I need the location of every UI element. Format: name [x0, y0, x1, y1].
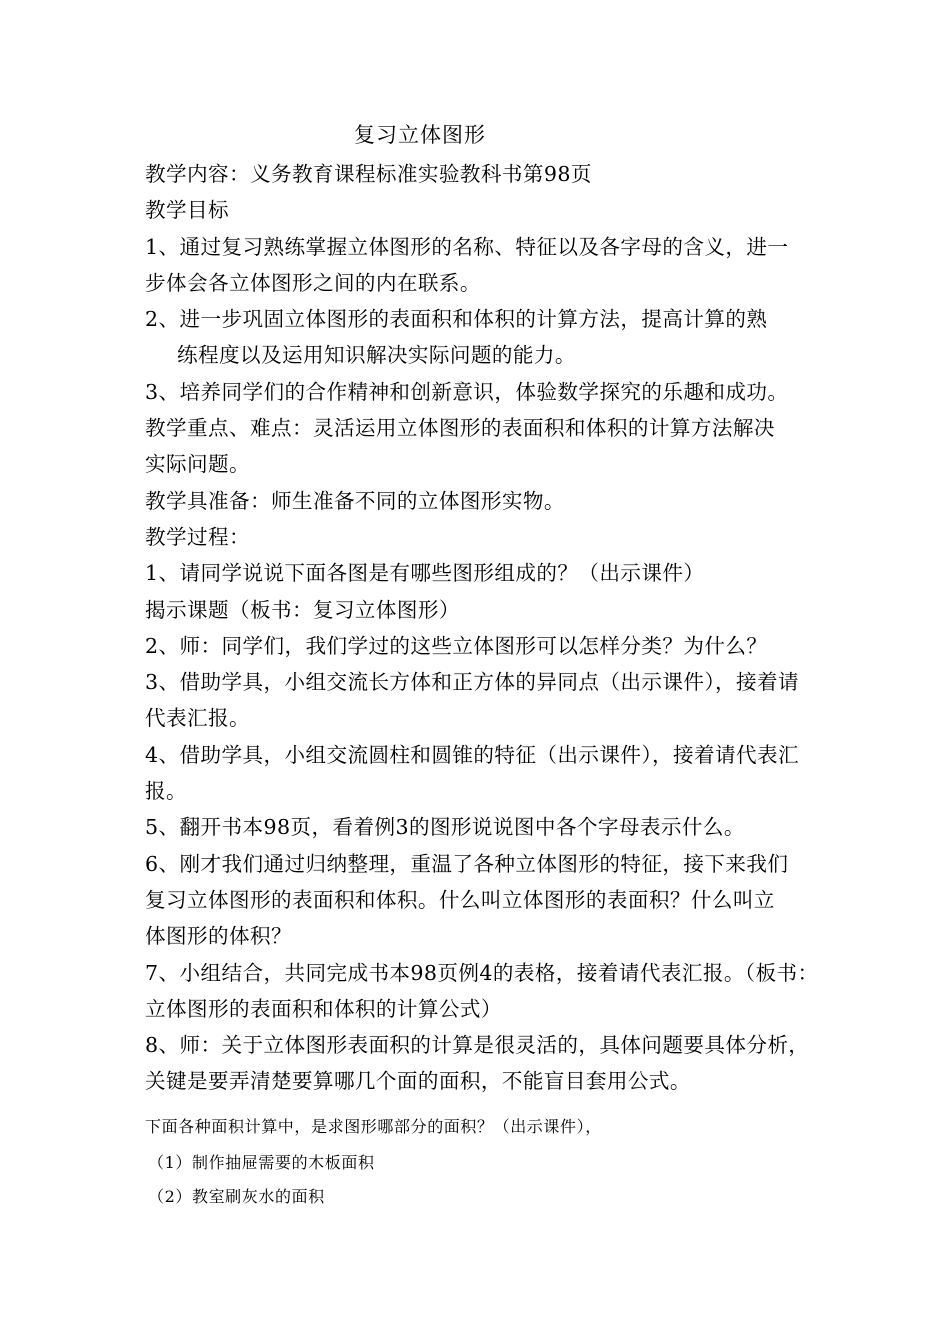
text-line: 3、培养同学们的合作精神和创新意识，体验数学探究的乐趣和成功。	[145, 379, 789, 404]
text-line: 1、通过复习熟练掌握立体图形的名称、特征以及各字母的含义，进一	[145, 234, 789, 259]
list-item: （1）制作抽屉需要的木板面积	[148, 1153, 375, 1172]
text-line: 教学重点、难点：灵活运用立体图形的表面积和体积的计算方法解决	[145, 416, 775, 441]
text-line: 2、进一步巩固立体图形的表面积和体积的计算方法，提高计算的熟	[145, 307, 768, 332]
text-line: 教学目标	[145, 198, 229, 223]
text-line: 立体图形的表面积和体积的计算公式）	[145, 996, 502, 1021]
text-line: 体图形的体积？	[145, 924, 292, 949]
text-line: 代表汇报。	[145, 706, 250, 731]
text-line: 5、翻开书本98页，看着例3的图形说说图中各个字母表示什么。	[145, 815, 745, 840]
text-line: 8、师：关于立体图形表面积的计算是很灵活的，具体问题要具体分析，	[145, 1033, 810, 1058]
text-line: 4、借助学具，小组交流圆柱和圆锥的特征（出示课件），接着请代表汇	[145, 742, 800, 767]
text-line: 1、请同学说说下面各图是有哪些图形组成的？（出示课件）	[145, 561, 705, 586]
text-line: 教学具准备：师生准备不同的立体图形实物。	[145, 488, 565, 513]
text-line-small: 下面各种面积计算中，是求图形哪部分的面积？（出示课件），	[145, 1117, 602, 1136]
text-line: 2、师：同学们，我们学过的这些立体图形可以怎样分类？为什么？	[145, 633, 768, 658]
document-title: 复习立体图形	[354, 123, 486, 147]
text-line: 关键是要弄清楚要算哪几个面的面积，不能盲目套用公式。	[145, 1069, 691, 1094]
list-item: （2）教室刷灰水的面积	[148, 1187, 325, 1206]
text-line: 揭示课题（板书：复习立体图形）	[145, 597, 460, 622]
text-line: 报。	[145, 779, 187, 804]
text-line: 步体会各立体图形之间的内在联系。	[145, 270, 481, 295]
text-line: 练程度以及运用知识解决实际问题的能力。	[177, 343, 576, 368]
text-line: 6、刚才我们通过归纳整理，重温了各种立体图形的特征，接下来我们	[145, 851, 789, 876]
text-line: 3、借助学具，小组交流长方体和正方体的异同点（出示课件），接着请	[145, 670, 800, 695]
document-body	[145, 156, 825, 1100]
text-line: 实际问题。	[145, 452, 250, 477]
text-line: 复习立体图形的表面积和体积。什么叫立体图形的表面积？什么叫立	[145, 887, 775, 912]
text-line: 教学过程：	[145, 524, 250, 549]
text-line: 7、小组结合，共同完成书本98页例4的表格，接着请代表汇报。（板书：	[145, 960, 819, 985]
text-line: 教学内容：义务教育课程标准实验教科书第98页	[145, 162, 592, 186]
